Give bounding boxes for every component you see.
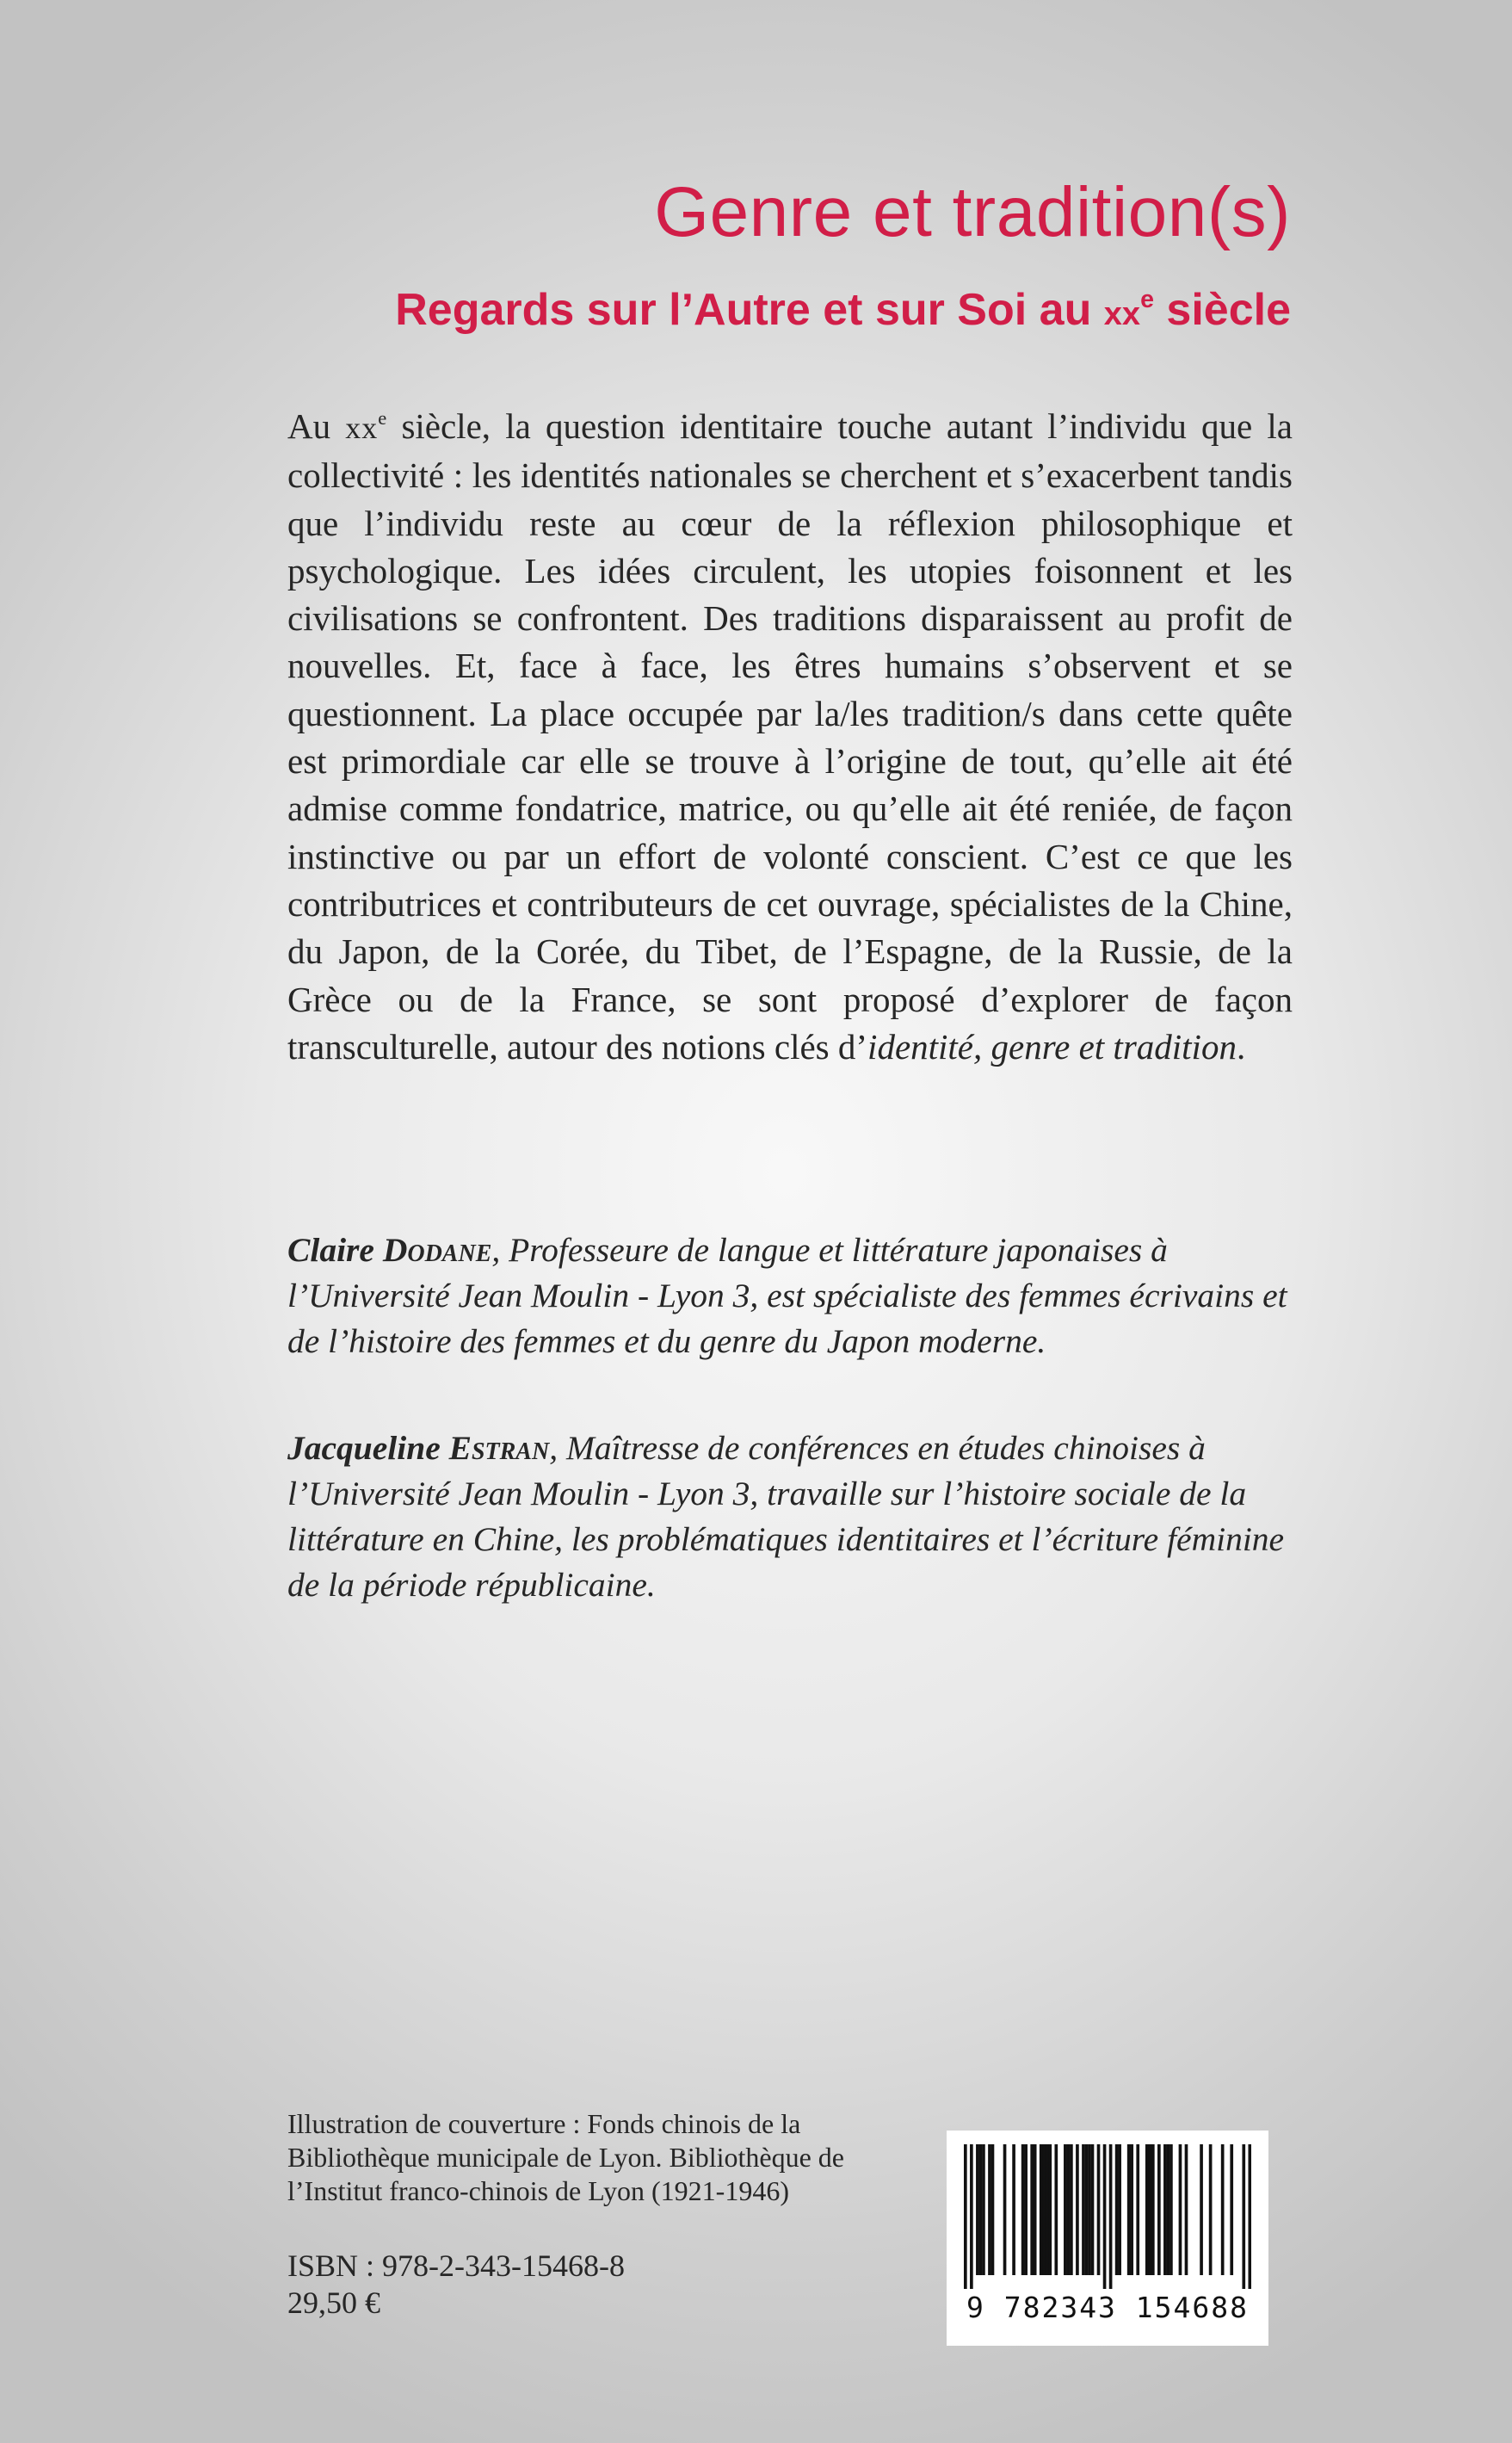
barcode-bar (1097, 2144, 1101, 2275)
barcode-digits: 9 782343 154688 (966, 2291, 1249, 2324)
barcode-bar (1067, 2144, 1071, 2275)
barcode-bar (964, 2144, 967, 2289)
barcode-bar (1064, 2144, 1067, 2275)
author-name-1 (287, 1231, 491, 1269)
barcode-bar (1127, 2144, 1131, 2275)
book-subtitle (395, 284, 1291, 336)
subtitle-century-sup: e (1140, 285, 1154, 313)
barcode-bar (1024, 2144, 1028, 2275)
barcode-bar (1169, 2144, 1173, 2275)
author-bio-text-1: , Professeure de langue et littérature japonaises à l’Université Jean Moulin - Lyon 3, est spécialiste des femmes écrivains et de l’histoire des femmes et du genre du Japon moderne. (287, 1231, 1287, 1360)
barcode-bar (1103, 2144, 1107, 2289)
barcode-bar (1145, 2144, 1149, 2275)
barcode-bar (1163, 2144, 1167, 2275)
barcode-bar (1030, 2144, 1034, 2275)
subtitle-century: xx (1103, 296, 1141, 332)
subtitle-text-start: Regards sur l’Autre et sur Soi au (395, 285, 1104, 335)
barcode-bar (1040, 2144, 1043, 2275)
author-first-name-2: Jacqueline (287, 1429, 449, 1467)
author-bio-1 (287, 1228, 1293, 1364)
barcode-bar (1130, 2144, 1133, 2275)
barcode-bar (1248, 2144, 1251, 2289)
barcode-bar (1148, 2144, 1151, 2275)
book-title: Genre et tradition(s) (654, 173, 1291, 251)
summary-keywords: identité, genre et tradition (867, 1026, 1237, 1067)
barcode-bar (1151, 2144, 1155, 2275)
barcode-bar (1082, 2144, 1085, 2275)
summary-century: xx (345, 411, 379, 445)
barcode-bar (1221, 2144, 1225, 2275)
author-first-name-1: Claire (287, 1231, 383, 1269)
barcode-bar (1115, 2144, 1119, 2275)
barcode-bar (1200, 2144, 1203, 2275)
summary-main: siècle, la question identitaire touche autant l’individu que la collectivité : les identités nationales se cherchent et s’exacerbent tandis que l’individu reste au cœur de la réflexion philosophique et psychologique. Les idées circulent, les utopies foisonnent et les civilisations se confrontent. Des traditions disparaissent au profit de nouvelles. Et, face à face, les êtres humains s’observent et se questionnent. La place occupée par la/les tradition/s dans cette quête est primordiale car elle se trouve à l’origine de tout, qu’elle ait été admise comme fondatrice, matrice, ou qu’elle ait été reniée, de façon instinctive ou par un effort de volonté conscient. C’est ce que les contributrices et contributeurs de cet ouvrage, spécialistes de la Chine, du Japon, de la Corée, du Tibet, de l’Espagne, de la Russie, de la Grèce ou de la France, se sont proposé d’explorer de façon transculturelle, autour des notions clés d’ (287, 406, 1293, 1067)
barcode-bars (964, 2144, 1251, 2289)
barcode-bar (982, 2144, 985, 2275)
barcode-bar (1118, 2144, 1121, 2275)
subtitle-text-end: siècle (1153, 285, 1291, 335)
barcode-bar (1034, 2144, 1037, 2275)
barcode-bar (970, 2144, 973, 2289)
barcode-bar (991, 2144, 995, 2275)
barcode-bar (1167, 2144, 1170, 2275)
author-bio-text-2: , Maîtresse de conférences en études chinoises à l’Université Jean Moulin - Lyon 3, travaille sur l’histoire sociale de la littérature en Chine, les problématiques identitaires et l’écriture féminine de la période républicaine. (287, 1429, 1285, 1604)
barcode-bar (1085, 2144, 1089, 2275)
summary-century-sup: e (378, 407, 387, 430)
barcode-bar (1054, 2144, 1058, 2275)
barcode-bar (1042, 2144, 1046, 2275)
barcode-bar (1209, 2144, 1213, 2275)
author-last-name-2: Estran (448, 1429, 550, 1467)
barcode-bar (1088, 2144, 1091, 2275)
barcode-bar (1070, 2144, 1073, 2275)
author-last-name-1: Dodane (382, 1231, 492, 1269)
summary-paragraph (287, 403, 1293, 1071)
barcode-bar (976, 2144, 979, 2275)
barcode-bar (1136, 2144, 1139, 2275)
barcode-bar (1230, 2144, 1233, 2275)
barcode-bar (1021, 2144, 1025, 2275)
author-name-2 (287, 1429, 549, 1467)
summary-start: Au (287, 406, 346, 446)
author-bio-2 (287, 1426, 1293, 1608)
barcode-bar (979, 2144, 983, 2275)
price: 29,50 € (287, 2285, 380, 2320)
isbn: ISBN : 978-2-343-15468-8 (287, 2248, 625, 2283)
barcode-bar (1179, 2144, 1182, 2275)
barcode-bar (1076, 2144, 1079, 2275)
barcode-bar (1091, 2144, 1095, 2275)
cover-illustration-credit: Illustration de couverture : Fonds chinois de la Bibliothèque municipale de Lyon. Bibliothèque de l’Institut franco-chinois de Lyon (1921-1946) (287, 2108, 844, 2206)
barcode-bar (1185, 2144, 1188, 2275)
barcode-bar (988, 2144, 991, 2275)
barcode-bar (1242, 2144, 1245, 2289)
barcode (947, 2131, 1268, 2346)
barcode-bar (1012, 2144, 1015, 2275)
summary-end: . (1236, 1026, 1246, 1067)
barcode-bar (1048, 2144, 1052, 2275)
barcode-bar (1003, 2144, 1007, 2275)
barcode-bar (1157, 2144, 1161, 2275)
barcode-bar (1109, 2144, 1113, 2289)
barcode-bar (1046, 2144, 1049, 2275)
